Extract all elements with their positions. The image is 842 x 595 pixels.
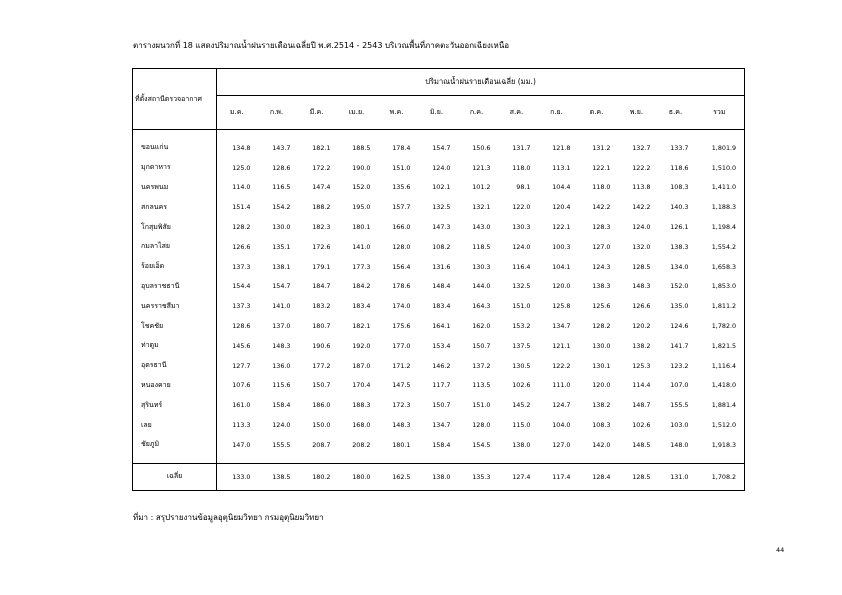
rainfall-cell: 128.6: [232, 322, 251, 331]
rainfall-cell: 124.7: [552, 401, 571, 410]
rainfall-super-header: ปริมาณน้ำฝนรายเดือนเฉลี่ย (มม.): [217, 69, 745, 96]
rainfall-cell: 177.2: [312, 361, 331, 370]
rainfall-cell: 124.6: [670, 322, 689, 331]
rainfall-cell: 130.3: [472, 262, 491, 271]
total-cell: 1,411.0: [711, 183, 737, 192]
month-header: ส.ค.: [497, 96, 537, 130]
rainfall-cell: 208.7: [312, 440, 331, 449]
rainfall-cell: 148.3: [392, 421, 411, 430]
station-name: ร้อยเอ็ด: [133, 257, 217, 277]
table-row: [133, 395, 745, 415]
rainfall-cell: 134.7: [432, 421, 451, 430]
average-cell: 162.5: [377, 463, 417, 490]
rainfall-cell: 180.1: [392, 440, 411, 449]
month-header: ม.ค.: [217, 96, 257, 130]
average-cell: 128.5: [617, 463, 657, 490]
rainfall-cell: 192.0: [352, 341, 371, 350]
rainfall-cell: 150.7: [472, 341, 491, 350]
table-row: [133, 316, 745, 336]
rainfall-cell: 137.0: [272, 322, 291, 331]
rainfall-cell: 121.8: [552, 143, 571, 152]
rainfall-cell: 183.4: [432, 302, 451, 311]
rainfall-cell: 208.2: [352, 440, 371, 449]
rainfall-cell: 151.4: [232, 203, 251, 212]
table-body: [133, 130, 745, 491]
rainfall-cell: 180.1: [352, 223, 371, 232]
rainfall-cell: 138.3: [592, 282, 611, 291]
rainfall-cell: 166.0: [392, 223, 411, 232]
rainfall-cell: 174.0: [392, 302, 411, 311]
rainfall-cell: 101.2: [472, 183, 491, 192]
rainfall-cell: 128.2: [592, 322, 611, 331]
rainfall-cell: 178.6: [392, 282, 411, 291]
rainfall-cell: 124.0: [432, 163, 451, 172]
rainfall-cell: 102.6: [512, 381, 531, 390]
rainfall-cell: 144.0: [472, 282, 491, 291]
rainfall-cell: 152.0: [670, 282, 689, 291]
rainfall-cell: 172.2: [312, 163, 331, 172]
total-cell: 1,918.3: [711, 440, 737, 449]
average-cell: 138.5: [257, 463, 297, 490]
rainfall-cell: 118.5: [472, 242, 491, 251]
total-cell: 1,198.4: [711, 223, 737, 232]
table-row: [133, 277, 745, 297]
rainfall-cell: 154.5: [472, 440, 491, 449]
rainfall-cell: 132.1: [472, 203, 491, 212]
rainfall-cell: 155.5: [272, 440, 291, 449]
rainfall-cell: 150.7: [432, 401, 451, 410]
total-cell: 1,418.0: [711, 381, 737, 390]
rainfall-cell: 182.3: [312, 223, 331, 232]
rainfall-cell: 154.7: [432, 143, 451, 152]
rainfall-cell: 184.7: [312, 282, 331, 291]
rainfall-cell: 126.6: [232, 242, 251, 251]
rainfall-cell: 151.0: [512, 302, 531, 311]
station-name: อุบลราชธานี: [133, 277, 217, 297]
rainfall-cell: 128.3: [592, 223, 611, 232]
rainfall-cell: 131.6: [432, 262, 451, 271]
rainfall-cell: 114.4: [632, 381, 651, 390]
rainfall-cell: 111.0: [552, 381, 571, 390]
rainfall-cell: 148.3: [632, 282, 651, 291]
station-name: โกสุมพิสัย: [133, 217, 217, 237]
rainfall-cell: 120.2: [632, 322, 651, 331]
total-cell: 1,510.0: [711, 163, 737, 172]
rainfall-cell: 122.0: [512, 203, 531, 212]
rainfall-cell: 102.1: [432, 183, 451, 192]
rainfall-cell: 136.0: [272, 361, 291, 370]
rainfall-cell: 147.3: [432, 223, 451, 232]
rainfall-cell: 179.1: [312, 262, 331, 271]
rainfall-cell: 113.3: [232, 421, 251, 430]
rainfall-cell: 188.3: [352, 401, 371, 410]
spacer-cell: [217, 455, 745, 464]
average-cell: 117.4: [537, 463, 577, 490]
month-header-row: [133, 96, 745, 130]
rainfall-cell: 164.1: [432, 322, 451, 331]
total-cell: 1,116.4: [711, 361, 737, 370]
table-row: [133, 435, 745, 455]
rainfall-cell: 147.0: [232, 440, 251, 449]
rainfall-cell: 157.7: [392, 203, 411, 212]
spacer-row: [133, 455, 745, 464]
rainfall-cell: 104.1: [552, 262, 571, 271]
station-column-header: ที่ตั้งสถานีตรวจอากาศ: [133, 69, 217, 130]
average-cell: 131.0: [657, 463, 695, 490]
rainfall-cell: 137.2: [472, 361, 491, 370]
average-cell: 180.2: [297, 463, 337, 490]
rainfall-cell: 134.7: [552, 322, 571, 331]
rainfall-cell: 155.5: [670, 401, 689, 410]
station-name: ท่าตูม: [133, 336, 217, 356]
rainfall-cell: 128.0: [392, 242, 411, 251]
table-row: [133, 356, 745, 376]
rainfall-cell: 127.0: [552, 440, 571, 449]
rainfall-cell: 141.7: [670, 341, 689, 350]
rainfall-cell: 126.6: [632, 302, 651, 311]
rainfall-cell: 125.3: [632, 361, 651, 370]
rainfall-cell: 118.0: [512, 163, 531, 172]
average-cell: 180.0: [337, 463, 377, 490]
rainfall-cell: 158.4: [432, 440, 451, 449]
rainfall-cell: 108.3: [670, 183, 689, 192]
rainfall-cell: 170.4: [352, 381, 371, 390]
rainfall-cell: 182.1: [312, 143, 331, 152]
rainfall-cell: 134.0: [670, 262, 689, 271]
rainfall-cell: 137.3: [232, 302, 251, 311]
rainfall-cell: 148.5: [632, 440, 651, 449]
rainfall-cell: 177.0: [392, 341, 411, 350]
rainfall-cell: 195.0: [352, 203, 371, 212]
rainfall-cell: 128.2: [232, 223, 251, 232]
rainfall-cell: 171.2: [392, 361, 411, 370]
rainfall-cell: 132.0: [632, 242, 651, 251]
spacer-row: [133, 130, 745, 139]
rainfall-cell: 137.3: [232, 262, 251, 271]
rainfall-cell: 127.7: [232, 361, 251, 370]
station-name: สกลนคร: [133, 197, 217, 217]
rainfall-cell: 128.0: [472, 421, 491, 430]
rainfall-cell: 113.1: [552, 163, 571, 172]
rainfall-cell: 125.0: [232, 163, 251, 172]
rainfall-cell: 113.5: [472, 381, 491, 390]
rainfall-cell: 148.7: [632, 401, 651, 410]
total-cell: 1,188.3: [711, 203, 737, 212]
rainfall-cell: 122.1: [592, 163, 611, 172]
rainfall-cell: 162.0: [472, 322, 491, 331]
station-name: อุดรธานี: [133, 356, 217, 376]
rainfall-cell: 100.3: [552, 242, 571, 251]
rainfall-cell: 147.5: [392, 381, 411, 390]
rainfall-cell: 122.1: [552, 223, 571, 232]
station-name: ชัยภูมิ: [133, 435, 217, 455]
rainfall-cell: 130.3: [512, 223, 531, 232]
table-row: [133, 296, 745, 316]
total-cell: 1,881.4: [711, 401, 737, 410]
month-header: ต.ค.: [577, 96, 617, 130]
rainfall-cell: 190.6: [312, 341, 331, 350]
month-header: ก.ย.: [537, 96, 577, 130]
rainfall-cell: 124.0: [272, 421, 291, 430]
rainfall-cell: 158.4: [272, 401, 291, 410]
rainfall-cell: 138.2: [592, 401, 611, 410]
month-header: พ.ค.: [377, 96, 417, 130]
rainfall-cell: 125.6: [592, 302, 611, 311]
station-name: โชคชัย: [133, 316, 217, 336]
month-header: มี.ค.: [297, 96, 337, 130]
rainfall-cell: 130.0: [272, 223, 291, 232]
rainfall-cell: 120.0: [552, 282, 571, 291]
month-header: พ.ย.: [617, 96, 657, 130]
table-row: [133, 415, 745, 435]
rainfall-cell: 114.0: [232, 183, 251, 192]
rainfall-cell: 124.3: [592, 262, 611, 271]
rainfall-cell: 130.5: [512, 361, 531, 370]
rainfall-cell: 124.0: [632, 223, 651, 232]
rainfall-cell: 154.7: [272, 282, 291, 291]
rainfall-cell: 188.5: [352, 143, 371, 152]
rainfall-cell: 108.3: [592, 421, 611, 430]
rainfall-cell: 138.2: [632, 341, 651, 350]
rainfall-cell: 141.0: [352, 242, 371, 251]
rainfall-cell: 153.4: [432, 341, 451, 350]
rainfall-cell: 135.6: [392, 183, 411, 192]
rainfall-cell: 142.0: [592, 440, 611, 449]
rainfall-cell: 127.0: [592, 242, 611, 251]
rainfall-cell: 133.7: [670, 143, 689, 152]
month-header: ธ.ค.: [657, 96, 695, 130]
table-caption: ตารางผนวกที่ 18 แสดงปริมาณน้ำฝนรายเดือนเฉลี่ยปี พ.ศ.2514 - 2543 บริเวณพื้นที่ภาคตะวันออกเฉียงเหนือ: [133, 41, 510, 50]
table-row: [133, 257, 745, 277]
station-name: ขอนแก่น: [133, 138, 217, 158]
rainfall-cell: 120.4: [552, 203, 571, 212]
total-cell: 1,782.0: [711, 322, 737, 331]
rainfall-cell: 137.5: [512, 341, 531, 350]
rainfall-cell: 131.7: [512, 143, 531, 152]
rainfall-cell: 128.6: [272, 163, 291, 172]
rainfall-cell: 113.8: [632, 183, 651, 192]
rainfall-cell: 141.0: [272, 302, 291, 311]
total-cell: 1,801.9: [711, 143, 737, 152]
rainfall-cell: 182.1: [352, 322, 371, 331]
station-name: สุรินทร์: [133, 395, 217, 415]
rainfall-cell: 140.3: [670, 203, 689, 212]
rainfall-cell: 156.4: [392, 262, 411, 271]
rainfall-cell: 151.0: [392, 163, 411, 172]
table-row: [133, 336, 745, 356]
rainfall-table: [132, 68, 745, 491]
average-cell: 128.4: [577, 463, 617, 490]
rainfall-cell: 148.0: [670, 440, 689, 449]
station-name: มุกดาหาร: [133, 158, 217, 178]
table-row: [133, 178, 745, 198]
rainfall-cell: 107.6: [232, 381, 251, 390]
rainfall-cell: 121.1: [552, 341, 571, 350]
rainfall-cell: 104.0: [552, 421, 571, 430]
rainfall-cell: 107.0: [670, 381, 689, 390]
table-row: [133, 197, 745, 217]
table-row: [133, 158, 745, 178]
station-name: เลย: [133, 415, 217, 435]
rainfall-cell: 175.6: [392, 322, 411, 331]
table-row: [133, 138, 745, 158]
average-cell: 127.4: [497, 463, 537, 490]
total-header: รวม: [695, 96, 745, 130]
rainfall-cell: 150.6: [472, 143, 491, 152]
rainfall-cell: 183.4: [352, 302, 371, 311]
rainfall-cell: 98.1: [516, 183, 531, 192]
rainfall-cell: 138.0: [512, 440, 531, 449]
rainfall-cell: 132.5: [512, 282, 531, 291]
rainfall-cell: 146.2: [432, 361, 451, 370]
spacer-cell: [217, 130, 745, 139]
rainfall-cell: 153.2: [512, 322, 531, 331]
rainfall-cell: 135.1: [272, 242, 291, 251]
rainfall-cell: 154.4: [232, 282, 251, 291]
average-total-cell: 1,708.2: [695, 463, 745, 490]
rainfall-cell: 121.3: [472, 163, 491, 172]
rainfall-table-container: [132, 68, 737, 483]
month-header: เม.ย.: [337, 96, 377, 130]
rainfall-cell: 151.0: [472, 401, 491, 410]
spacer-cell: [133, 130, 217, 139]
rainfall-cell: 115.0: [512, 421, 531, 430]
rainfall-cell: 103.0: [670, 421, 689, 430]
month-header: มิ.ย.: [417, 96, 457, 130]
rainfall-cell: 132.7: [632, 143, 651, 152]
rainfall-cell: 148.3: [272, 341, 291, 350]
station-name: หนองคาย: [133, 376, 217, 396]
rainfall-cell: 125.8: [552, 302, 571, 311]
rainfall-cell: 190.0: [352, 163, 371, 172]
rainfall-cell: 115.6: [272, 381, 291, 390]
rainfall-cell: 132.5: [432, 203, 451, 212]
average-cell: 133.0: [217, 463, 257, 490]
rainfall-cell: 130.0: [592, 341, 611, 350]
station-name: นครพนม: [133, 178, 217, 198]
rainfall-cell: 178.4: [392, 143, 411, 152]
total-cell: 1,821.5: [711, 341, 737, 350]
rainfall-cell: 183.2: [312, 302, 331, 311]
page-number: 44: [776, 546, 785, 554]
rainfall-cell: 134.8: [232, 143, 251, 152]
average-row: [133, 463, 745, 490]
rainfall-cell: 145.6: [232, 341, 251, 350]
rainfall-cell: 142.2: [632, 203, 651, 212]
total-cell: 1,554.2: [711, 242, 737, 251]
rainfall-cell: 120.0: [592, 381, 611, 390]
rainfall-cell: 168.0: [352, 421, 371, 430]
rainfall-cell: 152.0: [352, 183, 371, 192]
rainfall-cell: 172.6: [312, 242, 331, 251]
rainfall-cell: 118.0: [592, 183, 611, 192]
average-label: เฉลี่ย: [133, 463, 217, 490]
rainfall-cell: 150.0: [312, 421, 331, 430]
rainfall-cell: 150.7: [312, 381, 331, 390]
station-name: กมลาไสย: [133, 237, 217, 257]
rainfall-cell: 142.2: [592, 203, 611, 212]
spacer-cell: [133, 455, 217, 464]
rainfall-cell: 102.6: [632, 421, 651, 430]
rainfall-cell: 123.2: [670, 361, 689, 370]
total-cell: 1,811.2: [711, 302, 737, 311]
rainfall-cell: 177.3: [352, 262, 371, 271]
rainfall-cell: 116.5: [272, 183, 291, 192]
rainfall-cell: 131.2: [592, 143, 611, 152]
rainfall-cell: 184.2: [352, 282, 371, 291]
station-name: นครราชสีมา: [133, 296, 217, 316]
rainfall-cell: 118.6: [670, 163, 689, 172]
rainfall-cell: 187.0: [352, 361, 371, 370]
rainfall-cell: 154.2: [272, 203, 291, 212]
total-cell: 1,512.0: [711, 421, 737, 430]
rainfall-cell: 147.4: [312, 183, 331, 192]
rainfall-cell: 124.0: [512, 242, 531, 251]
rainfall-cell: 135.0: [670, 302, 689, 311]
table-row: [133, 237, 745, 257]
table-row: [133, 217, 745, 237]
rainfall-cell: 108.2: [432, 242, 451, 251]
rainfall-cell: 104.4: [552, 183, 571, 192]
month-header: ก.พ.: [257, 96, 297, 130]
month-header: ก.ค.: [457, 96, 497, 130]
rainfall-cell: 128.5: [632, 262, 651, 271]
rainfall-cell: 148.4: [432, 282, 451, 291]
rainfall-cell: 117.7: [432, 381, 451, 390]
total-cell: 1,853.0: [711, 282, 737, 291]
rainfall-cell: 172.3: [392, 401, 411, 410]
rainfall-cell: 116.4: [512, 262, 531, 271]
rainfall-cell: 122.2: [632, 163, 651, 172]
rainfall-cell: 138.3: [670, 242, 689, 251]
rainfall-cell: 180.7: [312, 322, 331, 331]
average-cell: 135.3: [457, 463, 497, 490]
rainfall-cell: 122.2: [552, 361, 571, 370]
average-cell: 138.0: [417, 463, 457, 490]
rainfall-cell: 138.1: [272, 262, 291, 271]
rainfall-cell: 126.1: [670, 223, 689, 232]
rainfall-cell: 143.7: [272, 143, 291, 152]
rainfall-cell: 161.0: [232, 401, 251, 410]
rainfall-cell: 145.2: [512, 401, 531, 410]
rainfall-cell: 186.0: [312, 401, 331, 410]
total-cell: 1,658.3: [711, 262, 737, 271]
rainfall-cell: 143.0: [472, 223, 491, 232]
rainfall-cell: 164.3: [472, 302, 491, 311]
table-row: [133, 376, 745, 396]
rainfall-cell: 130.1: [592, 361, 611, 370]
rainfall-cell: 188.2: [312, 203, 331, 212]
source-note: ที่มา : สรุปรายงานข้อมูลอุตุนิยมวิทยา กรมอุตุนิยมวิทยา: [133, 513, 324, 522]
